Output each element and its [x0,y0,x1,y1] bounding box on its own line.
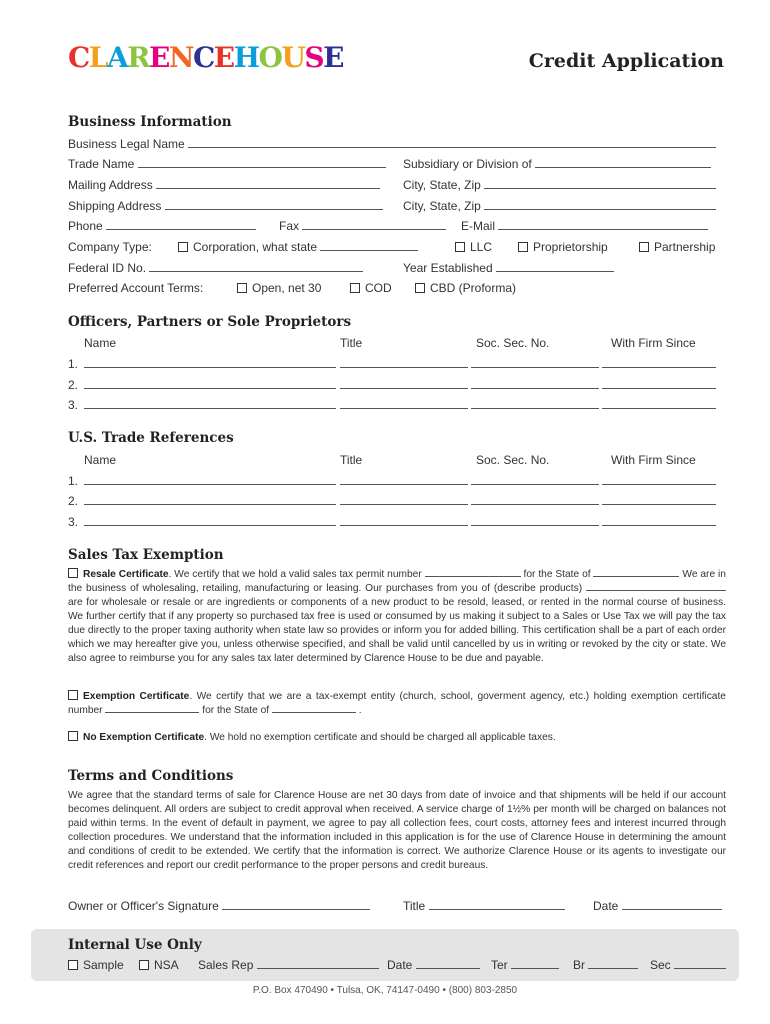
exemption-text-c: for the State of [202,705,270,716]
federal-id-row [68,261,363,276]
internal-use-heading: Internal Use Only [68,937,202,953]
mailing-address-row [68,178,380,193]
business-legal-name-row [68,137,716,152]
no-exemption-paragraph [68,731,726,745]
logo-letter: U [281,41,305,74]
cod-option [350,281,392,296]
fax-field[interactable] [302,219,446,230]
permit-number-field[interactable] [425,568,521,577]
logo-letter: A [106,41,128,74]
products-field[interactable] [586,582,726,591]
cod-label: COD [365,281,392,295]
trade-row-3 [68,515,716,530]
trade-1-name-field[interactable] [84,474,336,485]
open-net-30-label: Open, net 30 [252,281,322,295]
signed-date-field[interactable] [622,899,722,910]
trade-1-since-field[interactable] [602,474,716,485]
resale-text-c: We are in the business of wholesaling, retailing, manufacturing or leasing. Our purchases from you of (describe products) [68,569,726,594]
resale-certificate-paragraph [68,568,726,666]
officer-1-since-field[interactable] [602,357,716,368]
business-legal-name-field[interactable] [188,137,716,148]
terms-heading: Terms and Conditions [68,768,234,784]
signature-row [68,899,370,914]
ter-row [491,958,559,973]
trade-1-ssn-field[interactable] [471,474,599,485]
trade-3-ssn-field[interactable] [471,515,599,526]
officers-col-ssn: Soc. Sec. No. [476,336,550,350]
ter-label: Ter [491,958,508,972]
cbd-option [415,281,516,296]
mailing-city-label: City, State, Zip [403,178,481,192]
resale-certificate-checkbox[interactable] [68,568,78,578]
trade-col-ssn: Soc. Sec. No. [476,453,550,467]
sample-option [68,958,124,973]
phone-field[interactable] [106,219,256,230]
row-number: 2. [68,494,79,508]
nsa-label: NSA [154,958,179,972]
sample-label: Sample [83,958,124,972]
trade-name-field[interactable] [138,157,386,168]
email-row [461,219,708,234]
certificate-number-field[interactable] [105,704,199,713]
sec-field[interactable] [674,958,726,969]
cbd-label: CBD (Proforma) [430,281,517,295]
trade-3-title-field[interactable] [340,515,468,526]
trade-3-since-field[interactable] [602,515,716,526]
mailing-address-field[interactable] [156,178,380,189]
internal-date-field[interactable] [416,958,480,969]
subsidiary-label: Subsidiary or Division of [403,157,532,171]
sales-tax-heading: Sales Tax Exemption [68,547,224,563]
trade-2-since-field[interactable] [602,494,716,505]
signer-title-field[interactable] [429,899,565,910]
officers-heading: Officers, Partners or Sole Proprietors [68,314,352,330]
year-established-label: Year Established [403,261,493,275]
officer-3-ssn-field[interactable] [471,398,599,409]
logo-letter: H [233,41,259,74]
exemption-certificate-paragraph: Exemption Certificate. We certify that we are a tax-exempt entity (church, school, goverment agency, etc.) holding exemption certificate number for the State of . [68,691,726,716]
trade-row-2 [68,494,716,509]
exemption-text-a: . We certify that we are a tax-exempt entity (church, school, goverment agency, etc.) holding exemption [189,691,678,702]
cbd-checkbox[interactable] [415,283,425,293]
proprietorship-option [518,240,608,255]
logo-letter: E [323,41,343,74]
row-number: 1. [68,474,79,488]
cod-checkbox[interactable] [350,283,360,293]
officer-2-since-field[interactable] [602,378,716,389]
footer-contact: P.O. Box 470490 • Tulsa, OK, 74147-0490 • (800) 803-2850 [252,985,518,996]
logo-letter: C [68,41,89,74]
phone-row [68,219,256,234]
officers-row-2 [68,378,716,393]
llc-option [455,240,492,255]
resale-text-b: for the State of [523,569,591,580]
br-label: Br [573,958,585,972]
proprietorship-label: Proprietorship [533,240,608,254]
officer-3-name-field[interactable] [84,398,336,409]
proprietorship-checkbox[interactable] [518,242,528,252]
resale-text-a: . We certify that we hold a valid sales tax permit number [168,569,422,580]
officer-3-since-field[interactable] [602,398,716,409]
fax-row [279,219,446,234]
signature-field[interactable] [222,899,370,910]
business-legal-name-label: Business Legal Name [68,137,185,151]
signature-label: Owner or Officer's Signature [68,899,219,913]
llc-label: LLC [470,240,493,254]
officer-2-title-field[interactable] [340,378,468,389]
corporation-checkbox[interactable] [178,242,188,252]
logo-letter: L [88,41,107,74]
logo-letter: R [127,41,149,74]
partnership-option [639,240,715,255]
shipping-address-label: Shipping Address [68,199,162,213]
trade-2-ssn-field[interactable] [471,494,599,505]
business-information-heading: Business Information [68,114,232,130]
mailing-city-field[interactable] [484,178,716,189]
officer-1-ssn-field[interactable] [471,357,599,368]
no-exemption-checkbox[interactable] [68,731,78,741]
resale-certificate-label: Resale Certificate [83,569,169,580]
signed-date-row [593,899,722,914]
logo-letter: O [258,41,282,74]
trade-col-name: Name [84,453,117,467]
terms-paragraph: We agree that the standard terms of sale for Clarence House are net 30 days from date of invoice and that shipments will be held if our account becomes delinquent. All orders are subject to credit approval when received. A service charge of 1½% per month will be charged on balances not paid within terms. In the event of default in payment, we agree to pay all collection fees, court costs, attorney fees and interest incurred through collection procedures. We understand that the information included in this application is for the use of Clarence House in determining the amount and conditions of credit to be extended. We certify that the information is correct. We authorize Clarence House or its agents to investigate our credit references and report our credit performance to the proper persons and credit bureaus. [68,790,726,871]
nsa-checkbox[interactable] [139,960,149,970]
row-number: 3. [68,515,79,529]
year-established-row [403,261,614,276]
fax-label: Fax [279,219,300,233]
federal-id-field[interactable] [149,261,363,272]
sec-row [650,958,726,973]
officers-row-3 [68,398,716,413]
officer-2-ssn-field[interactable] [471,378,599,389]
trade-references-heading: U.S. Trade References [68,430,234,446]
officer-1-title-field[interactable] [340,357,468,368]
officers-col-name: Name [84,336,117,350]
officers-col-since: With Firm Since [611,336,696,350]
open-net-30-option [237,281,321,296]
officers-row-1 [68,357,716,372]
sales-rep-row [198,958,379,973]
mailing-city-row [403,178,716,193]
ter-field[interactable] [511,958,559,969]
partnership-checkbox[interactable] [639,242,649,252]
logo-letter: S [304,41,324,74]
trade-col-title: Title [340,453,363,467]
br-row [573,958,638,973]
trade-col-since: With Firm Since [611,453,696,467]
trade-2-name-field[interactable] [84,494,336,505]
phone-label: Phone [68,219,103,233]
signer-title-row [403,899,565,914]
email-field[interactable] [498,219,708,230]
sample-checkbox[interactable] [68,960,78,970]
preferred-terms-label: Preferred Account Terms: [68,281,204,295]
trade-row-1 [68,474,716,489]
br-field[interactable] [588,958,638,969]
officer-1-name-field[interactable] [84,357,336,368]
sales-rep-field[interactable] [257,958,379,969]
shipping-address-field[interactable] [165,199,383,210]
subsidiary-field[interactable] [535,157,711,168]
exemption-certificate-label: Exemption Certificate [83,691,190,702]
corporation-state-field[interactable] [320,240,418,251]
no-exemption-text: . We hold no exemption certificate and should be charged all applicable taxes. [204,732,556,743]
logo-letter: E [213,41,234,74]
row-number: 3. [68,398,79,412]
trade-1-title-field[interactable] [340,474,468,485]
officers-col-title: Title [340,336,363,350]
trade-2-title-field[interactable] [340,494,468,505]
shipping-address-row [68,199,383,214]
sec-label: Sec [650,958,671,972]
mailing-address-label: Mailing Address [68,178,153,192]
company-type-label: Company Type: [68,240,152,254]
page-title: Credit Application [528,50,724,72]
year-established-field[interactable] [496,261,614,272]
resale-state-field[interactable] [593,568,679,577]
shipping-city-label: City, State, Zip [403,199,481,213]
email-label: E-Mail [461,219,496,233]
corporation-label: Corporation, what state [193,240,318,254]
subsidiary-row [403,157,711,172]
logo-letter: C [192,41,214,74]
clarence-house-logo [68,41,343,75]
llc-checkbox[interactable] [455,242,465,252]
open-net-30-checkbox[interactable] [237,283,247,293]
shipping-city-row [403,199,716,214]
row-number: 1. [68,357,79,371]
logo-letter: N [168,41,193,74]
signed-date-label: Date [593,899,619,913]
exemption-text-b: certificate number [68,691,726,716]
no-exemption-label: No Exemption Certificate [83,732,205,743]
trade-name-row [68,157,386,172]
partnership-label: Partnership [654,240,716,254]
officer-3-title-field[interactable] [340,398,468,409]
logo-letter: E [149,41,169,74]
shipping-city-field[interactable] [484,199,716,210]
exemption-state-field[interactable] [272,704,356,713]
trade-name-label: Trade Name [68,157,135,171]
sales-rep-label: Sales Rep [198,958,254,972]
signer-title-label: Title [403,899,426,913]
trade-3-name-field[interactable] [84,515,336,526]
row-number: 2. [68,378,79,392]
exemption-certificate-checkbox[interactable] [68,690,78,700]
nsa-option [139,958,179,973]
federal-id-label: Federal ID No. [68,261,147,275]
internal-date-label: Date [387,958,413,972]
corporation-option [178,240,418,255]
internal-date-row [387,958,480,973]
officer-2-name-field[interactable] [84,378,336,389]
resale-text-d: are for wholesale or resale or are ingredients or components of a new product to be resold, leased, or rented in the normal course of business. We further certify that if any property so purchased tax free is used or consumed by us making it subject to a Sales or Use Tax we will pay the tax due directly to the proper taxing authority when state law so provides or inform you for added billing. This certification shall be a part of each order which we may hereafter give you, unless otherwise specified, and shall be valid until cancelled by us in writing or revoked by the city or state. We also agree to reimburse you for any sales tax later determined by Clarence House to be due and payable. [68,597,726,664]
